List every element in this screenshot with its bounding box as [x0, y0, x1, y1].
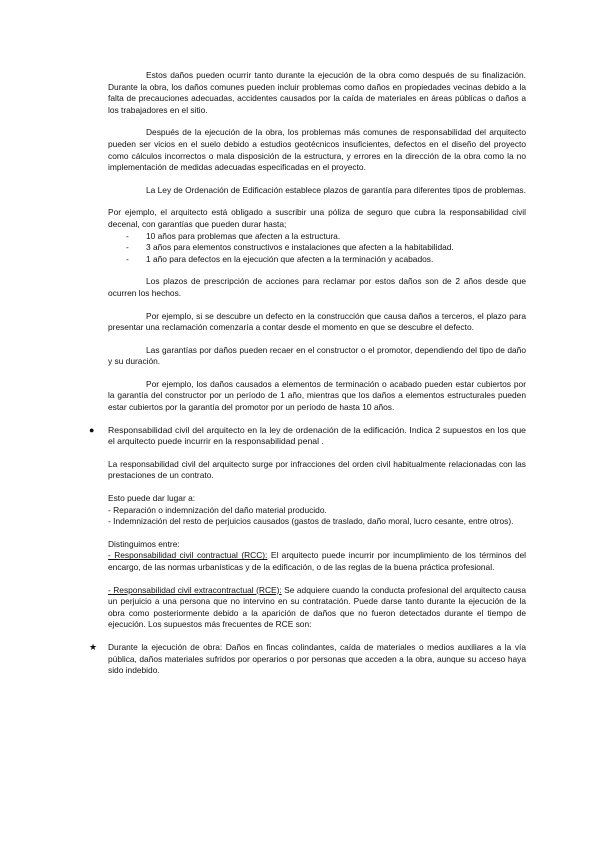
paragraph-prescription: Los plazos de prescripción de acciones para reclamar por estos daños son de 2 años desde que ocurren los hechos.: [108, 276, 526, 298]
document-page: [89, 70, 527, 677]
list-item: - 10 años para problemas que afecten a la estructura.: [108, 231, 526, 243]
paragraph-example-coverage: Por ejemplo, los daños causados a elementos de terminación o acabado pueden estar cubiertos por la garantía del constructor por un período de 1 año, mientras que los daños a elementos estructurales pueden estar cubiertos por la garantía del promotor por un período de hasta 10 años.: [108, 378, 526, 413]
guarantee-list: [108, 231, 526, 266]
answer-distinguish-title: Distinguimos entre:: [108, 538, 180, 549]
bullet-icon: ●: [89, 424, 95, 435]
paragraph-after-execution: Después de la ejecución de la obra, los problemas más comunes de responsabilidad del arquitecto pueden ser vicios en el suelo debido a estudios geotécnicos insuficientes, defectos en el diseño del proyecto como cálculos incorrectos o mala disposición de la estructura, y errores en la dirección de la obra como la no implementación de medidas adecuadas especificadas en el proyecto.: [108, 127, 526, 173]
rce-label: - Responsabilidad civil extracontractual (RCE):: [108, 584, 282, 595]
rcc-text: El arquitecto puede incurrir por incumplimiento de los términos del encargo, de las normas urbanísticas y de la edificación, o de las reglas de la buena práctica profesional.: [108, 550, 526, 572]
answer-consequence-2: - Indemnización del resto de perjuicios causados (gastos de traslado, daño moral, lucro cesante, entre otros).: [108, 516, 514, 527]
answer-intro: La responsabilidad civil del arquitecto surge por infracciones del orden civil habitualmente relacionadas con las prestaciones de un contrato.: [108, 458, 526, 481]
answer-rce: [108, 585, 526, 631]
paragraph-insurance: Por ejemplo, el arquitecto está obligado a suscribir una póliza de seguro que cubra la responsabilidad civil decenal, con garantías que pueden durar hasta;: [108, 207, 526, 229]
star-icon: ★: [89, 641, 98, 652]
list-item: - 3 años para elementos constructivos e instalaciones que afecten a la habitabilidad.: [108, 242, 526, 254]
question-text: Responsabilidad civil del arquitecto en la ley de ordenación de la edificación. Indica 2 supuestos en los que el arquitecto puede incurrir en la responsabilidad penal .: [108, 424, 526, 447]
rcc-label: - Responsabilidad civil contractual (RCC):: [108, 550, 268, 561]
rce-text: Se adquiere cuando la conducta profesional del arquitecto causa un perjuicio a una persona que no intervino en su contratación. Puede darse tanto durante la ejecución de la obra como posteriormente debido a la aparición de daños que no fueron detectados durante el tiempo de ejecución. Los supuestos más frecuentes de RCE son:: [108, 584, 527, 630]
paragraph-damages-timing: Estos daños pueden ocurrir tanto durante la ejecución de la obra como después de su finalización. Durante la obra, los daños comunes pueden incluir problemas como daños en propiedades vecinas debido a la falta de precauciones adecuadas, accidentes causados por la caída de materiales en áreas públicas o daños a los trabajadores en el sitio.: [108, 70, 526, 115]
star-item: [89, 641, 526, 677]
answer-rcc: [108, 550, 526, 573]
paragraph-guarantee-holders: Las garantías por daños pueden recaer en el constructor o el promotor, dependiendo del tipo de daño y su duración.: [108, 344, 526, 367]
answer-consequence-1: - Reparación o indemnización del daño material producido.: [108, 504, 327, 515]
paragraph-loe-guarantees: La Ley de Ordenación de Edificación establece plazos de garantía para diferentes tipos de problemas.: [146, 184, 526, 195]
list-item: - 1 año para defectos en la ejecución que afecten a la terminación y acabados.: [108, 254, 526, 266]
question-item: [89, 424, 526, 448]
paragraph-example-defect: Por ejemplo, si se descubre un defecto en la construcción que causa daños a terceros, el plazo para presentar una reclamación comenzaría a contar desde el momento en que se descubre el defecto.: [108, 310, 526, 333]
answer-consequences-title: Esto puede dar lugar a:: [108, 493, 196, 504]
star-item-text: Durante la ejecución de obra: Daños en fincas colindantes, caída de materiales o medios auxiliares a la vía pública, daños materiales sufridos por operarios o por personas que acceden a la obra, aunque su acceso haya sido indebido.: [108, 641, 526, 676]
